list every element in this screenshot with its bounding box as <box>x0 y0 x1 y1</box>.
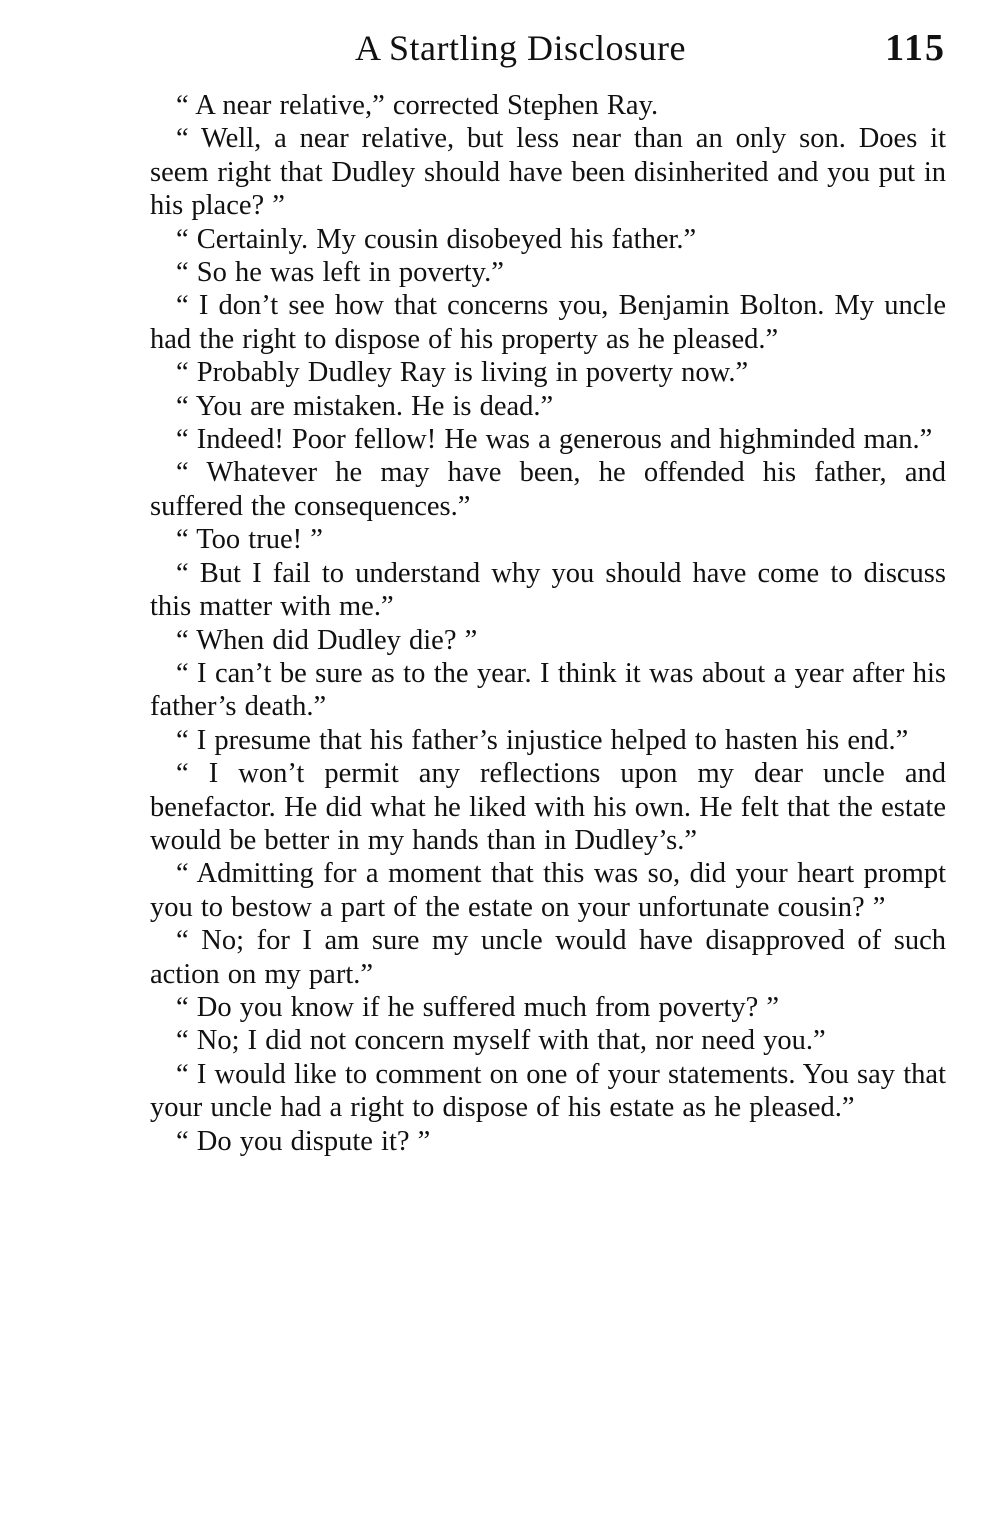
paragraph: “ Whatever he may have been, he offended his father, and suffered the consequences.” <box>150 457 946 522</box>
paragraph: “ No; I did not concern myself with that, nor need you.” <box>176 1025 826 1057</box>
paragraph: “ Certainly. My cousin disobeyed his father.” <box>176 223 697 255</box>
chapter-title: A Startling Disclosure <box>355 28 686 68</box>
paragraph: “ I can’t be sure as to the year. I think it was about a year after his father’s death.” <box>150 657 946 723</box>
paragraph: “ But I fail to understand why you should have come to discuss this matter with me.” <box>150 557 946 623</box>
paragraph: “ Do you dispute it? ” <box>176 1125 431 1157</box>
paragraph: “ Do you know if he suffered much from poverty? ” <box>176 991 780 1023</box>
paragraph: “ I would like to comment on one of your statements. You say that your uncle had a right to dispose of his estate as he pleased.” <box>150 1058 946 1124</box>
paragraph: “ A near relative,” corrected Stephen Ray. <box>176 90 659 121</box>
paragraph: “ I don’t see how that concerns you, Benjamin Bolton. My uncle had the right to dispose of his property as he pleased.” <box>150 290 946 355</box>
paragraph: “ I won’t permit any reflections upon my dear uncle and benefactor. He did what he liked with his own. He felt that the estate would be better in my hands than in Dudley’s.” <box>150 758 946 856</box>
page-number: 115 <box>885 27 946 69</box>
paragraph: “ So he was left in poverty.” <box>176 257 504 289</box>
text-body <box>150 89 946 1158</box>
running-head <box>150 24 946 74</box>
paragraph: “ No; for I am sure my uncle would have disapproved of such action on my part.” <box>150 925 946 990</box>
paragraph: “ Probably Dudley Ray is living in poverty now.” <box>176 357 749 389</box>
paragraph: “ Too true! ” <box>176 524 323 556</box>
paragraph: “ Well, a near relative, but less near than an only son. Does it seem right that Dudley should have been disinherited and you put in his place? ” <box>150 123 946 222</box>
paragraph: “ Admitting for a moment that this was so, did your heart prompt you to bestow a part of the estate on your unfortunate cousin? ” <box>150 858 946 923</box>
paragraph: “ When did Dudley die? ” <box>176 624 478 656</box>
paragraph: “ I presume that his father’s injustice helped to hasten his end.” <box>176 724 909 756</box>
paragraph: “ You are mistaken. He is dead.” <box>176 390 554 422</box>
paragraph: “ Indeed! Poor fellow! He was a generous and highminded man.” <box>176 424 933 456</box>
